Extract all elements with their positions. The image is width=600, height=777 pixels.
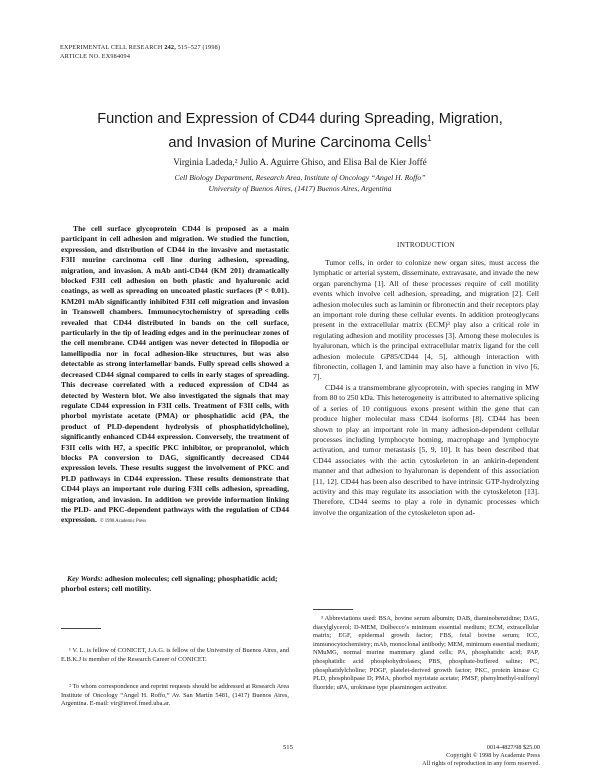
footnote-1: ¹ V. L. is fellow of CONICET, J.A.G. is fellow of the University of Buenos Aires, and E.B.K.J is member of the Research Career of CONICET.	[61, 647, 289, 663]
affiliation-line-2: University of Buenos Aires, (1417) Buenos Aires, Argentina	[208, 183, 392, 193]
paper-title	[40, 110, 560, 153]
introduction-paragraph-2: CD44 is a transmembrane glycoprotein, with species ranging in MW from 80 to 250 kDa. This heterogeneity is attributed to alternative splicing of a series of 10 contiguous exons present within the gene that can produce higher molecular mass CD44 isoforms [8]. CD44 has been shown to play an important role in many adhesion-dependent cellular processes including lymphocyte homing, macrophage and lymphocyte activation, and tumor metastasis [5, 9, 10]. It has been described that CD44 associates with the actin cytoskeleton in an ankirin-dependent manner and that adhesion to hyaluronan is dependent of this association [11, 12]. CD44 has been also described to have intrinsic GTP-hydrolyzing activity and this may regulate its association with the cytoskeleton [13]. Therefore, CD44 seems to play a role in dynamic processes which involve the organization of the cytoskeleton upon ad-	[313, 382, 539, 517]
footnote-3-abbreviations: ³ Abbreviations used: BSA, bovine serum albumin; DAB, diaminobenzidine; DAG, diacylglycerol; D-MEM, Dulbecco’s minimum essential medium; ECM, extracellular matrix; EGF, epidermal growth factor; FBS, fetal bovine serum; ICC, immunocytochemistry; mAb, monoclonal antibody; MEM, minimum essential medium; NMuMG, normal murine mammary gland cells; PA, phosphatidic acid; PAP, phosphatidic acid phosphohydrolases; PBS, phosphate-buffered saline; PC, phosphatidylcholine; PDGF, platelet-derived growth factor; PKC, protein kinase C; PLD, phospholipase D; PMA, phorbol myristate acetate; PMSF, phenylmethyl-sulfonyl fluoride; uPA, urokinase type plasminogen activator.	[313, 615, 539, 691]
article-number: ARTICLE NO. EX984094	[60, 52, 131, 60]
footnote-rule-right	[313, 609, 353, 610]
introduction-heading: INTRODUCTION	[397, 241, 455, 249]
copyright-line-2: Copyright © 1998 by Academic Press	[446, 752, 540, 760]
abstract	[61, 224, 289, 528]
title-line-2-text: and Invasion of Murine Carcinoma Cells	[168, 134, 428, 151]
copyright-line-1: 0014-4827/98 $25.00	[486, 744, 540, 751]
journal-header	[60, 44, 220, 61]
affiliation	[40, 173, 560, 194]
keywords	[61, 574, 289, 595]
keywords-text: adhesion molecules; cell signaling; phosphatidic acid; phorbol esters; cell motility.	[61, 574, 278, 594]
introduction-paragraph-1: Tumor cells, in order to colonize new organ sites, must access the lymphatic or arterial system, disseminate, extravasate, and invade the new organ parenchyma [1]. All of these processes require of cell motility events which involve cell adhesion, spreading, and migration [2]. Cell adhesion molecules such as laminin or fibronectin and their receptors play an important role during these cellular events. In addition proteoglycans present in the extracellular matrix (ECM)³ play also a critical role in regulating adhesion and motility processes [3]. Among these molecules is hyaluronan, which is the principal extracellular matrix ligand for the cell adhesion molecule GP85/CD44 [4, 5], although interaction with fibronectin, collagen I, and laminin may also have a function in vivo [6, 7].	[313, 258, 539, 382]
affiliation-line-1: Cell Biology Department, Research Area, Institute of Oncology “Angel H. Roffo”	[174, 173, 426, 182]
footnote-rule-left	[61, 628, 101, 629]
journal-line-1	[60, 44, 220, 53]
introduction-body	[313, 258, 539, 518]
authors: Virginia Ladeda,² Julio A. Aguirre Ghiso, and Elisa Bal de Kier Joffé	[173, 157, 427, 167]
footnote-2: ² To whom correspondence and reprint requests should be addressed at Research Area Institute of Oncology “Angel H. Roffo,” Av. San Martín 5481, (1417) Buenos Aires, Argentina. E-mail: vir@invof.fmed.uba.ar.	[61, 683, 289, 708]
page-number: 515	[283, 744, 293, 751]
title-line-2	[40, 129, 560, 153]
keywords-label: Key Words:	[67, 574, 103, 583]
title-line-1: Function and Expression of CD44 during Spreading, Migration,	[97, 111, 503, 127]
journal-name: EXPERIMENTAL CELL RESEARCH	[60, 44, 163, 51]
abstract-text: The cell surface glycoprotein CD44 is proposed as a main participant in cell adhesion and migration. We studied the function, expression, and distribution of CD44 in the invasive and metastatic F3II murine carcinoma cell line during adhesion, spreading, migration, and invasion. A mAb anti-CD44 (KM 201) dramatically blocked F3II cell adhesion on both plastic and hyaluronic acid coatings, as well as spreading on uncoated plastic surfaces (P < 0.01). KM201 mAb significantly inhibited F3II cell migration and invasion in Transwell chambers. Immunocytochemistry of spreading cells revealed that CD44 distributed in bands on the cell surface, particularly in the tip of leading edges and in the perinuclear zones of the cell membrane. CD44 antigen was never detected in filopodia or lamellipodia nor in focal adhesion-like structures, but was also detectable as strong interlamellar bands. Fully spread cells showed a decreased CD44 signal compared to cells in early stages of spreading. This decrease correlated with a reduced expression of CD44 as detected by Western blot. We also investigated the signals that may regulate CD44 expression in F3II cells. Treatment of F3II cells, with phorbol myristate acetate (PMA) or phosphatidic acid (PA, the product of PLD-dependent hydrolysis of phosphatidylcholine), significantly enhanced CD44 expression. Conversely, the treatment of F3II cells with H7, a specific PKC inhibitor, or propranolol, which blocks PA conversion to DAG, significantly decreased CD44 expression levels. These results suggest the involvement of PKC and PLD pathways in CD44 expression. These results demonstrate that CD44 plays an important role during F3II cells adhesion, spreading, migration, and invasion. In addition we provide information linking the PLD- and PKC-dependent pathways with the regulation of CD44 expression.	[61, 224, 289, 525]
abstract-press: © 1998 Academic Press	[99, 519, 147, 525]
journal-pages: 515–527 (1998)	[177, 44, 221, 51]
journal-volume: 242,	[164, 44, 176, 51]
title-footnote-mark: 1	[427, 134, 432, 143]
copyright-line-3: All rights of reproduction in any form reserved.	[422, 760, 540, 768]
copyright-block	[360, 744, 540, 769]
